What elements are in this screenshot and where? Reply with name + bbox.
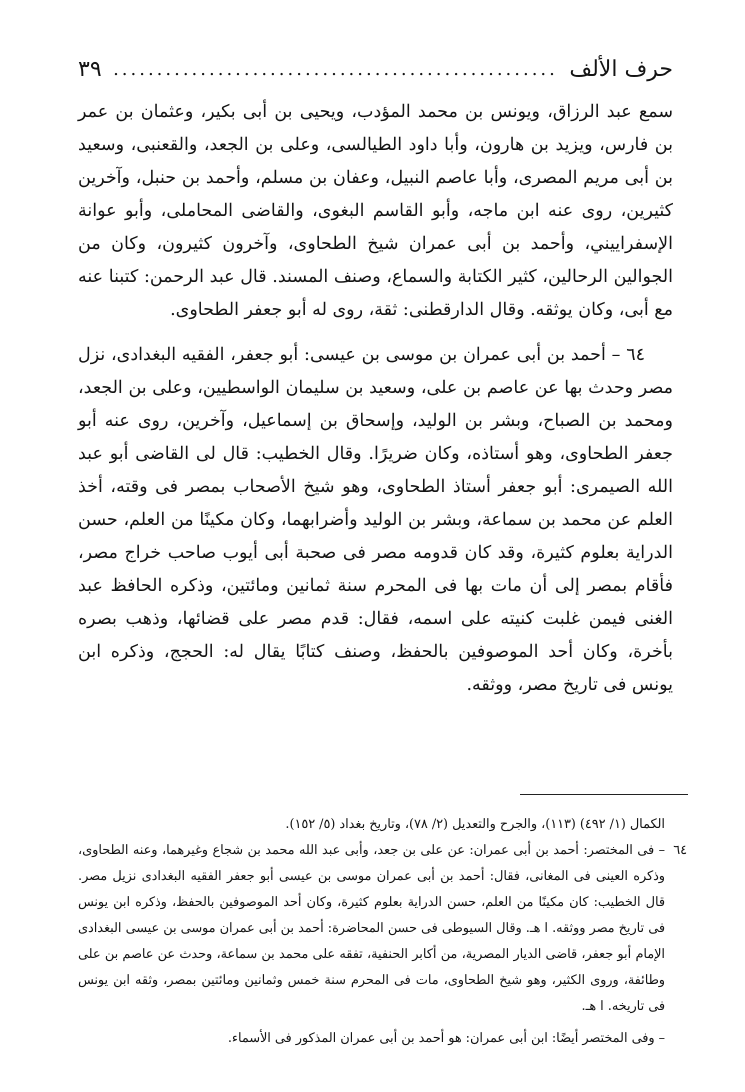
- footnote-64-text: – فى المختصر: أحمد بن أبى عمران: عن على بن جعد، وأبى عبد الله محمد بن شجاع وغيرهما، وعنه الطحاوى، وذكره العينى فى المغانى، فقال: أحمد بن أبى عمران موسى بن عيسى أبو جعفر الفقيه البغدادى نزيل مصر. قال الخطيب: كان مكينًا من العلم، حسن الدراية بعلوم كثيرة، وكان أحد الموصوفين بالحفظ، وذكره ابن يونس فى تاريخ مصر ووثقه. ا هـ. وقال السيوطى فى حسن المحاضرة: أحمد بن أبى عمران موسى بن عيسى البغدادى الإمام أبو جعفر، قاضى الديار المصرية، من أكابر الحنفية، تفقه على محمد بن سماعة، وحدث عن عاصم بن على وطائفة، وروى الكثير، وهو شيخ الطحاوى، مات فى المحرم سنة خمس وثمانين ومائتين بمصر، وثقه ابن يونس فى تاريخه. ا هـ.: [78, 843, 665, 1014]
- main-text: [78, 96, 673, 702]
- footnote-64-number: ٦٤: [673, 843, 687, 858]
- page-number: ٣٩: [78, 56, 102, 82]
- header-leader-dots: ...................................................: [113, 58, 558, 80]
- chapter-title: حرف الألف: [569, 56, 673, 82]
- footnote-64: [78, 838, 687, 1020]
- body-paragraph-1: سمع عبد الرزاق، ويونس بن محمد المؤدب، ويحيى بن أبى بكير، وعثمان بن عمر بن فارس، ويزيد بن هارون، وأبا داود الطيالسى، وعلى بن الجعد، والقعنبى، وسعيد بن أبى مريم المصرى، وأبا عاصم النبيل، وعفان بن مسلم، وأحمد بن حنبل، وآخرين كثيرين، روى عنه ابن ماجه، وأبو القاسم البغوى، والقاضى المحاملى، وأبو عوانة الإسفراييني، وأحمد بن أبى عمران شيخ الطحاوى، وآخرون كثيرون، وكان من الجوالين الرحالين، كثير الكتابة والسماع، وصنف المسند. قال عبد الرحمن: كتبنا عنه مع أبى، وكان يوثقه. وقال الدارقطنى: ثقة، روى له أبو جعفر الطحاوى.: [78, 102, 673, 320]
- footnotes: [78, 812, 687, 1052]
- entry-64-paragraph: ٦٤ – أحمد بن أبى عمران بن موسى بن عيسى: أبو جعفر، الفقيه البغدادى، نزل مصر وحدث بها عن عاصم بن على، وسعيد بن سليمان الواسطيين، وعلى بن الجعد، ومحمد بن الصباح، وبشر بن الوليد، وإسحاق بن إسماعيل، وآخرين، روى عنه أبو جعفر الطحاوى، وهو أستاذه، وكان ضريرًا. وقال الخطيب: قال لى القاضى أبو عبد الله الصيمرى: أبو جعفر أستاذ الطحاوى، وهو شيخ الأصحاب بمصر فى وقته، أخذ العلم عن محمد بن سماعة، وبشر بن الوليد وأضرابهما، وكان مكينًا من العلم، حسن الدراية بعلوم كثيرة، وقد كان قدومه مصر فى صحبة أبى أيوب صاحب خراج مصر، فأقام بمصر إلى أن مات بها فى المحرم سنة ثمانين ومائتين، وذكره الحافظ عبد الغنى فيمن غلبت كنيته على اسمه، فقال: قدم مصر على قضائها، وذهب بصره بأخرة، وكان أحد الموصوفين بالحفظ، وصنف كتابًا يقال له: الحجج، وذكره ابن يونس فى تاريخ مصر، ووثقه.: [78, 345, 673, 695]
- running-header: [78, 52, 673, 86]
- footnote-separator: [520, 794, 688, 795]
- footnote-1: الكمال (١/ ٤٩٢) (١١٣)، والجرح والتعديل (٢/ ٧٨)، وتاريخ بغداد (٥/ ١٥٢).: [285, 817, 665, 832]
- footnote-3: – وفى المختصر أيضًا: ابن أبى عمران: هو أحمد بن أبى عمران المذكور فى الأسماء.: [227, 1031, 665, 1046]
